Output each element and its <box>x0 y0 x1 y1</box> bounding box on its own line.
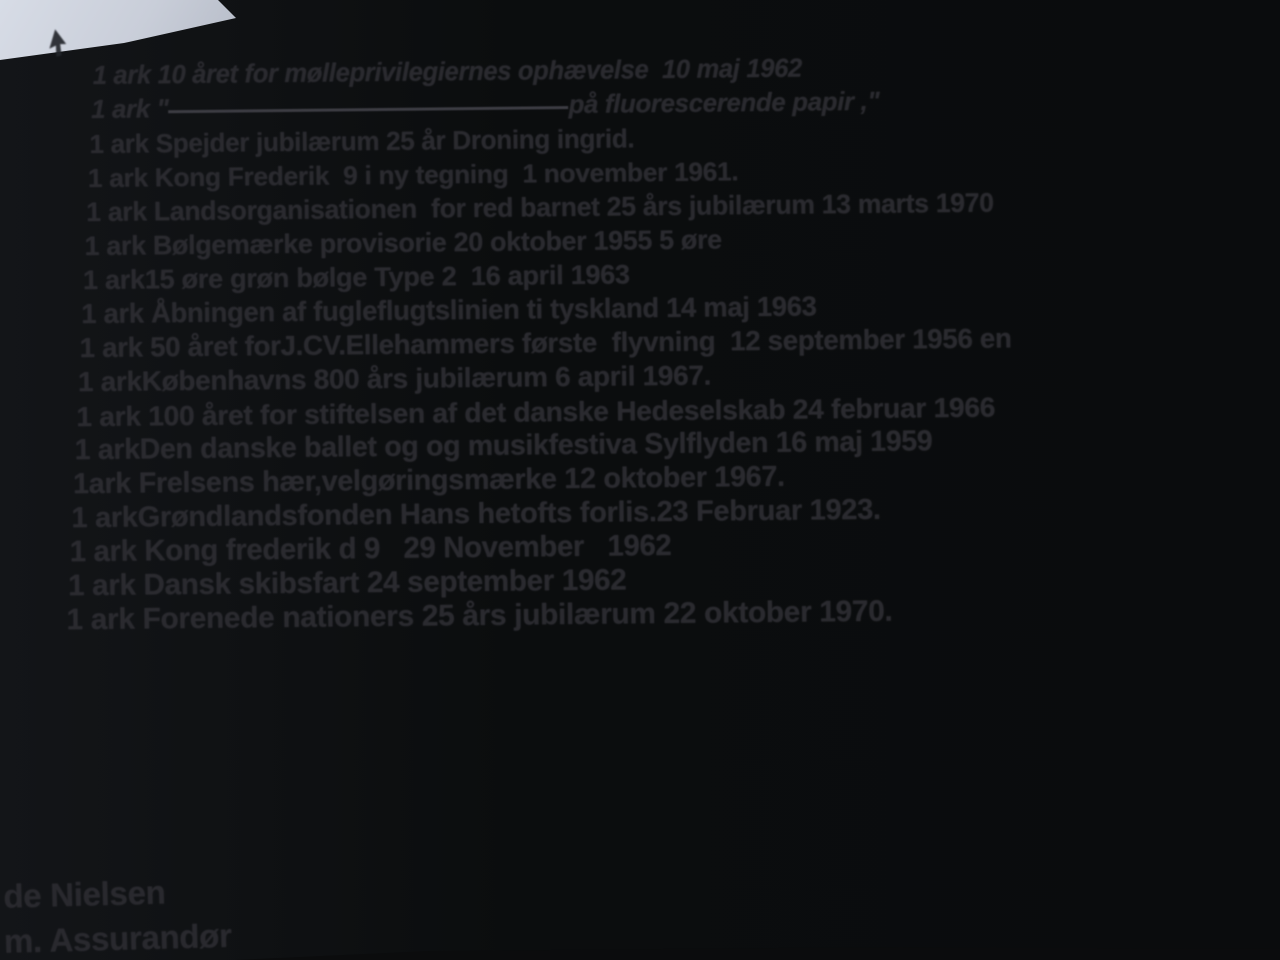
document-line: 1 ark Bølgemærke provisorie 20 oktober 1955 5 øre <box>84 224 723 262</box>
stamp-list <box>1 47 1280 638</box>
document-line: 1 ark Kong frederik d 9 29 November 1962 <box>69 529 672 569</box>
line-suffix: på fluorescerende papir ," <box>568 87 880 120</box>
document-line: 1 ark15 øre grøn bølge Type 2 16 april 1963 <box>82 258 630 296</box>
document-line: 1 arkDen danske ballet og og musikfestiva Sylflyden 16 maj 1959 <box>74 425 933 467</box>
document-line: 1 arkKøbenhavns 800 års jubilærum 6 april 1967. <box>77 359 712 398</box>
document-line: 1 ark Åbningen af fugleflugtslinien ti tyskland 14 maj 1963 <box>81 290 817 330</box>
document-line: 1 ark Forenede nationers 25 års jubilærum 22 oktober 1970. <box>66 594 893 637</box>
document-line: 1ark Frelsens hær,velgøringsmærke 12 oktober 1967. <box>72 460 785 501</box>
document-line: 1 ark 10 året for mølleprivilegiernes ophævelse 10 maj 1962 <box>92 54 803 91</box>
blank-underline <box>169 105 569 113</box>
document-line: 1 ark 50 året forJ.CV.Ellehammers første flyvning 12 september 1956 en <box>79 322 1012 364</box>
document-line: 1 ark Dansk skibsfart 24 september 1962 <box>67 563 627 603</box>
document-line: 1 ark Landsorganisationen for red barnet 25 års jubilærum 13 marts 1970 <box>86 187 994 228</box>
document-line: 1 ark Kong Frederik 9 i ny tegning 1 november 1961. <box>87 156 739 194</box>
document-line: 1 ark Spejder jubilærum 25 år Droning ingrid. <box>89 123 635 160</box>
signature-name: de Nielsen <box>2 873 166 915</box>
document-line: 1 ark 100 året for stiftelsen af det danske Hedeselskab 24 februar 1966 <box>76 390 996 433</box>
line-prefix: 1 ark " <box>91 95 169 125</box>
signature-block <box>3 870 232 960</box>
signature-title: m. Assurandør <box>3 916 233 960</box>
document-line: 1 arkGrøndlandsfonden Hans hetofts forlis.23 Februar 1923. <box>71 493 881 535</box>
